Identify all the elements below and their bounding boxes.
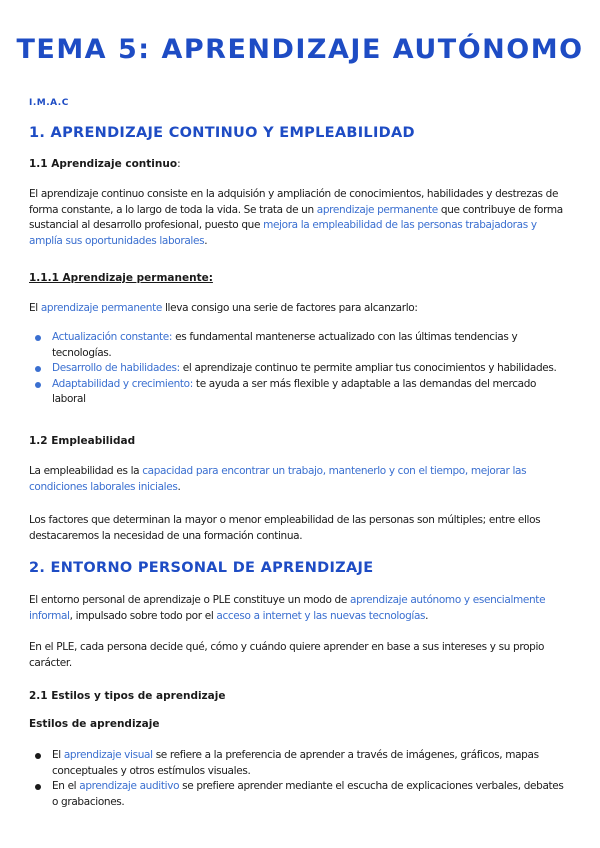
text-run: se refiere a la preferencia de aprender a través de imágenes, gráficos, mapas conceptuales y otros estímulos visuales. (52, 749, 539, 777)
estilos-list (29, 748, 572, 810)
highlight-text: capacidad para encontrar un trabajo, mantenerlo y con el tiempo, mejorar las condiciones laborales iniciales (29, 465, 527, 493)
text-run: En el (52, 780, 80, 792)
subsection-1-1-title: 1.1 Aprendizaje continuo (29, 158, 178, 170)
factors-list (29, 330, 572, 408)
section-2-heading: 2. ENTORNO PERSONAL DE APRENDIZAJE (29, 560, 374, 576)
highlight-text: Desarrollo de habilidades: (52, 362, 180, 374)
estilos-heading: Estilos de aprendizaje (29, 718, 160, 730)
paragraph-factores: Los factores que determinan la mayor o menor empleabilidad de las personas son múltiples; entre ellos destacaremos la necesidad de una formación continua. (29, 514, 541, 542)
text-run: El aprendizaje continuo consiste en la adquisión y ampliación de conocimientos, habilidades y destrezas de forma constante, a lo largo de toda la vida. Se trata de un (29, 188, 559, 216)
bullet-dot (35, 366, 41, 372)
paragraph-aprendizaje-permanente (29, 301, 572, 317)
bullet-dot (35, 753, 41, 759)
text-run: El entorno personal de aprendizaje o PLE constituye un modo de (29, 594, 350, 606)
paragraph-ple-decision: En el PLE, cada persona decide qué, cómo y cuándo quiere aprender en base a sus intereses y su propio carácter. (29, 641, 545, 669)
highlight-text: mejora la empleabilidad de las personas trabajadoras y amplía sus oportunidades laborales (29, 219, 537, 247)
paragraph-ple (29, 593, 572, 624)
list-item (29, 361, 572, 377)
subsection-1-1-colon: : (177, 158, 181, 170)
section-1-heading: 1. APRENDIZAJE CONTINUO Y EMPLEABILIDAD (29, 125, 415, 141)
list-item (29, 779, 572, 810)
subsection-1-1-heading (29, 158, 181, 170)
list-item (29, 330, 572, 361)
page-title: TEMA 5: APRENDIZAJE AUTÓNOMO (16, 34, 584, 65)
bullet-dot (35, 784, 41, 790)
text-run: , impulsado sobre todo por el (69, 609, 217, 622)
highlight-text: aprendizaje autónomo y esencialmente informal (29, 594, 546, 622)
text-run: el aprendizaje continuo te permite ampliar tus conocimientos y habilidades. (179, 362, 557, 374)
subsection-1-2-heading: 1.2 Empleabilidad (29, 435, 136, 447)
highlight-text: acceso a internet y las nuevas tecnologías (216, 609, 426, 622)
list-item (29, 377, 572, 408)
bullet-dot (35, 382, 41, 388)
author-tag: I.M.A.C (29, 98, 69, 108)
text-run: . (204, 234, 208, 247)
highlight-text: aprendizaje permanente (316, 203, 438, 216)
text-run: El (29, 302, 41, 314)
highlight-text: aprendizaje visual (63, 749, 153, 761)
text-run: lleva consigo una serie de factores para alcanzarlo: (161, 302, 418, 314)
text-run: El (52, 749, 64, 761)
subsection-1-1-1-heading: 1.1.1 Aprendizaje permanente: (29, 272, 213, 284)
text-run: es fundamental mantenerse actualizado con las últimas tendencias y tecnologías. (52, 331, 518, 359)
text-run: . (177, 480, 181, 493)
paragraph-aprendizaje-continuo (29, 187, 572, 249)
bullet-dot (35, 335, 41, 341)
text-run: . (425, 609, 429, 622)
highlight-text: aprendizaje permanente (40, 302, 162, 314)
text-run: que contribuye de forma sustancial al desarrollo profesional, puesto que (29, 203, 563, 231)
list-item (29, 748, 572, 779)
paragraph-empleabilidad (29, 464, 572, 495)
highlight-text: Adaptabilidad y crecimiento: (52, 377, 193, 390)
text-run: se prefiere aprender mediante el escucha de explicaciones verbales, debates o grabaciones. (52, 780, 564, 808)
text-run: te ayuda a ser más flexible y adaptable a las demandas del mercado laboral (52, 377, 537, 405)
highlight-text: aprendizaje auditivo (79, 780, 180, 792)
highlight-text: Actualización constante: (52, 331, 173, 343)
subsection-2-1-heading: 2.1 Estilos y tipos de aprendizaje (29, 690, 226, 702)
text-run: La empleabilidad es la (29, 465, 143, 477)
